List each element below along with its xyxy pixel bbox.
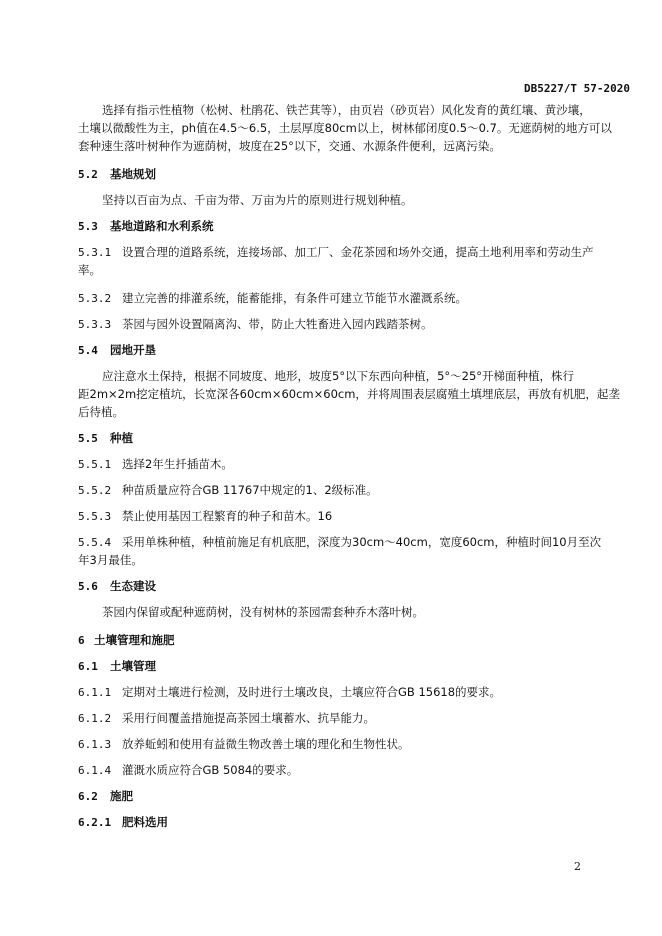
document-code-header: DB5227/T 57-2020 [524, 82, 630, 95]
page-number: 2 [574, 860, 581, 873]
line-text: 茶园内保留或配种遮荫树，没有树林的茶园需套种乔木落叶树。 [102, 605, 424, 619]
clause-number: 5.5.3 [78, 510, 112, 523]
line-text: 土壤管理 [110, 659, 156, 673]
line-text: 套种速生落叶树种作为遮荫树，坡度在25°以下，交通、水源条件便利，远离污染。 [78, 139, 501, 153]
clause-line [78, 244, 594, 261]
line-text: 采用单株种植，种植前施足有机底肥，深度为30cm～40cm，宽度60cm，种植时间10月至次 [122, 535, 602, 549]
clause-number: 6.1 [78, 660, 98, 673]
section-heading [78, 430, 133, 447]
line-text: 种苗质量应符合GB 11767中规定的1、2级标准。 [122, 483, 378, 497]
line-text: 年3月最佳。 [78, 553, 143, 567]
section-heading [78, 578, 156, 595]
section-heading [78, 658, 156, 675]
line-text: 坚持以百亩为点、千亩为带、万亩为片的原则进行规划种植。 [102, 193, 413, 207]
clause-number: 6.1.1 [78, 686, 112, 699]
line-text: 基地道路和水利系统 [110, 219, 214, 233]
line-text: 灌溉水质应符合GB 5084的要求。 [122, 763, 299, 777]
section-heading [78, 632, 175, 649]
line-text: 后待植。 [78, 405, 124, 419]
line-text: 率。 [78, 263, 101, 277]
clause-number: 6 [78, 634, 85, 647]
clause-number: 5.5.4 [78, 536, 112, 549]
clause-number: 6.1.2 [78, 712, 112, 725]
line-text: 禁止使用基因工程繁育的种子和苗木。16 [122, 509, 333, 523]
clause-line [78, 710, 375, 727]
clause-line [78, 456, 233, 473]
clause-line [78, 684, 501, 701]
clause-number: 5.3.1 [78, 246, 112, 259]
clause-line [78, 316, 433, 333]
clause-line [78, 762, 298, 779]
line-text: 建立完善的排灌系统，能蓄能排，有条件可建立节能节水灌溉系统。 [122, 291, 467, 305]
line-text: 设置合理的道路系统，连接场部、加工厂、金花茶园和场外交通，提高土地利用率和劳动生产 [122, 245, 594, 259]
line-text: 采用行间覆盖措施提高茶园土壤蓄水、抗旱能力。 [122, 711, 375, 725]
section-heading [78, 342, 156, 359]
line-text: 种植 [110, 431, 133, 445]
clause-line [78, 290, 467, 307]
paragraph-line [78, 386, 620, 402]
clause-number: 5.5.2 [78, 484, 112, 497]
clause-number: 5.4 [78, 344, 98, 357]
line-text: 土壤管理和施肥 [94, 633, 175, 647]
paragraph-line [102, 102, 591, 118]
section-heading [78, 788, 133, 805]
line-text: 基地规划 [110, 167, 156, 181]
line-text: 应注意水土保持，根据不同坡度、地形，坡度5°以下东西向种植，5°～25°开梯面种植，株行 [102, 369, 575, 383]
clause-number: 6.2.1 [78, 816, 112, 829]
paragraph-line [102, 192, 413, 208]
line-text: 选择2年生扦插苗木。 [122, 457, 233, 471]
section-heading [78, 218, 214, 235]
clause-line [78, 736, 410, 753]
section-heading [78, 166, 156, 183]
clause-line [78, 534, 601, 551]
paragraph-line [78, 552, 143, 568]
paragraph-line [78, 262, 101, 278]
line-text: 选择有指示性植物（松树、杜鹃花、铁芒萁等），由页岩（砂页岩）风化发育的黄红壤、黄沙壤， [102, 103, 591, 117]
line-text: 施肥 [110, 789, 133, 803]
line-text: 土壤以微酸性为主，ph值在4.5～6.5，土层厚度80cm以上，树林郁闭度0.5～0.7。无遮荫树的地方可以 [78, 121, 612, 135]
line-text: 肥料选用 [122, 815, 168, 829]
paragraph-line [78, 120, 612, 136]
clause-number: 6.1.3 [78, 738, 112, 751]
clause-number: 5.3.3 [78, 318, 112, 331]
line-text: 生态建设 [110, 579, 156, 593]
line-text: 园地开垦 [110, 343, 156, 357]
clause-number: 5.3 [78, 220, 98, 233]
clause-line [78, 508, 332, 525]
clause-number: 5.6 [78, 580, 98, 593]
clause-number: 6.1.4 [78, 764, 112, 777]
clause-number: 5.5.1 [78, 458, 112, 471]
clause-line [78, 482, 378, 499]
paragraph-line [78, 404, 124, 420]
line-text: 距2m×2m挖定植坑，长宽深各60cm×60cm×60cm，并将周围表层腐殖土填埋底层，再放有机肥，起垄 [78, 387, 620, 401]
paragraph-line [102, 368, 574, 384]
paragraph-line [102, 604, 424, 620]
clause-number: 5.2 [78, 168, 98, 181]
line-text: 定期对土壤进行检测，及时进行土壤改良，土壤应符合GB 15618的要求。 [122, 685, 502, 699]
paragraph-line [78, 138, 501, 154]
section-heading [78, 814, 168, 831]
clause-number: 6.2 [78, 790, 98, 803]
clause-number: 5.3.2 [78, 292, 112, 305]
line-text: 茶园与园外设置隔离沟、带，防止大牲畜进入园内践踏茶树。 [122, 317, 433, 331]
line-text: 放养蚯蚓和使用有益微生物改善土壤的理化和生物性状。 [122, 737, 410, 751]
clause-number: 5.5 [78, 432, 98, 445]
